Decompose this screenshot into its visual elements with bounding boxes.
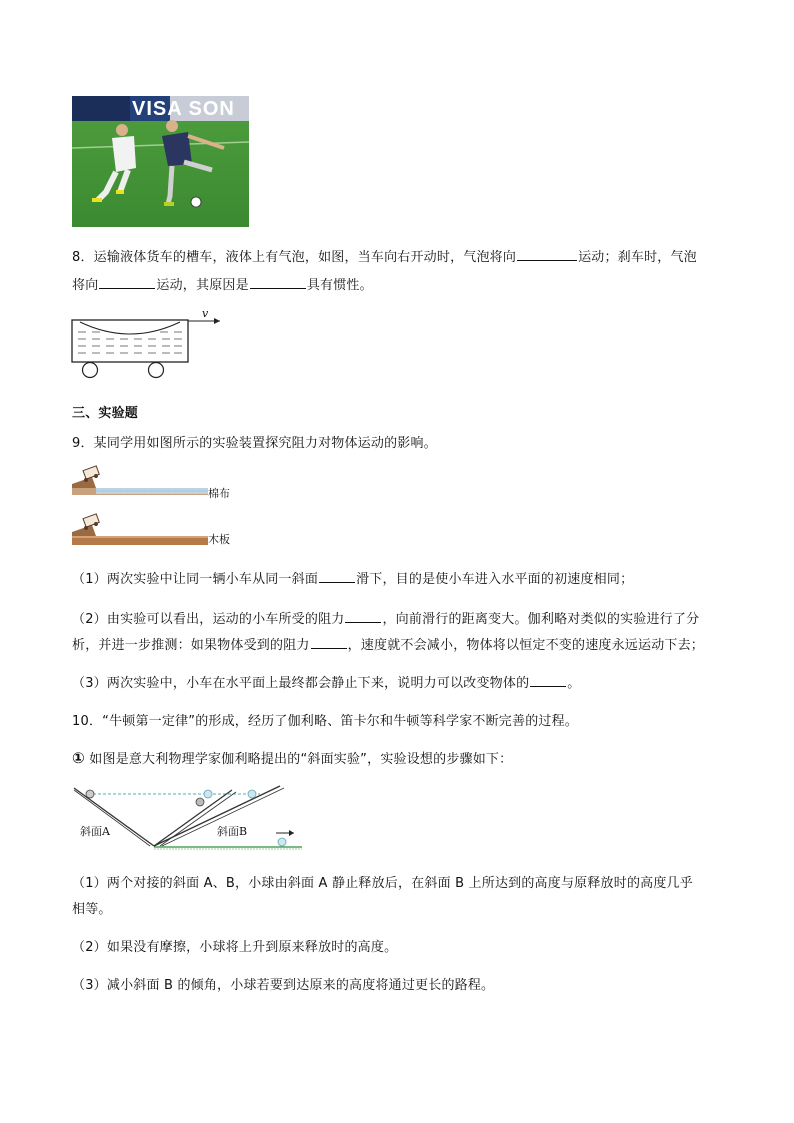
circle-number: ①: [72, 749, 85, 767]
label-cloth: 棉布: [208, 487, 230, 500]
q9-text: 析，并进一步推测：如果物体受到的阻力: [72, 638, 310, 653]
q10-step1: （1）两个对接的斜面 A、B，小球由斜面 A 静止释放后，在斜面 B 上所达到的高度与原释放时的高度几乎: [72, 876, 693, 891]
q9-text: 滑下，目的是使小车进入水平面的初速度相同；: [356, 572, 634, 587]
q9-part3: [72, 672, 580, 691]
q9-text: ，速度就不会减小，物体将以恒定不变的速度永远运动下去；: [347, 638, 705, 653]
q8-text: 运动；刹车时，气泡: [578, 250, 697, 265]
q9-blank-1[interactable]: [319, 581, 355, 583]
label-incline-b: 斜面B: [217, 825, 248, 838]
q10-step3: （3）减小斜面 B 的倾角，小球若要到达原来的高度将通过更长的路程。: [72, 978, 495, 993]
q10-text: 如图是意大利物理学家伽利略提出的“斜面实验”，实验设想的步骤如下：: [89, 752, 513, 767]
q9-text: （2）由实验可以看出，运动的小车所受的阻力: [72, 612, 345, 627]
q9-blank-2[interactable]: [345, 621, 381, 623]
q9-blank-4[interactable]: [530, 685, 566, 687]
section-title: 三、实验题: [72, 406, 139, 421]
q10-intro: 10．“牛顿第一定律”的形成，经历了伽利略、笛卡尔和牛顿等科学家不断完善的过程。: [72, 714, 579, 729]
q10-step1-cont: 相等。: [72, 902, 112, 917]
q8-blank-2[interactable]: [99, 287, 155, 289]
q9-intro: 9．某同学用如图所示的实验装置探究阻力对物体运动的影响。: [72, 436, 437, 451]
q9-part2: [72, 608, 699, 627]
banner-text: VISA SON: [132, 98, 235, 120]
q9-text: 。: [567, 676, 581, 691]
label-wood: 木板: [208, 533, 230, 546]
label-incline-a: 斜面A: [80, 825, 110, 838]
q10-step2: （2）如果没有摩擦，小球将上升到原来释放时的高度。: [72, 940, 398, 955]
q9-text: （1）两次实验中让同一辆小车从同一斜面: [72, 572, 319, 587]
soccer-photo: [72, 96, 249, 227]
q9-blank-3[interactable]: [311, 647, 347, 649]
q8-blank-3[interactable]: [250, 287, 306, 289]
q8-line2: [72, 274, 373, 293]
q10-sub-intro: [72, 748, 512, 767]
q8-line1: [72, 246, 697, 265]
q8-text: 运动，其原因是: [156, 278, 249, 293]
q9-text: ，向前滑行的距离变大。伽利略对类似的实验进行了分: [382, 612, 700, 627]
q9-text: （3）两次实验中，小车在水平面上最终都会静止下来，说明力可以改变物体的: [72, 676, 530, 691]
q8-text: 8．运输液体货车的槽车，液体上有气泡，如图，当车向右开动时，气泡将向: [72, 250, 517, 265]
galileo-incline-figure: [70, 782, 310, 852]
q9-part1: [72, 568, 633, 587]
velocity-label: v: [202, 307, 209, 320]
q9-part2-cont: [72, 634, 704, 653]
q8-text: 具有惯性。: [306, 278, 373, 293]
ramp-experiment-figure: [72, 464, 212, 550]
q8-blank-1[interactable]: [517, 259, 577, 261]
q8-text: 将向: [72, 278, 99, 293]
